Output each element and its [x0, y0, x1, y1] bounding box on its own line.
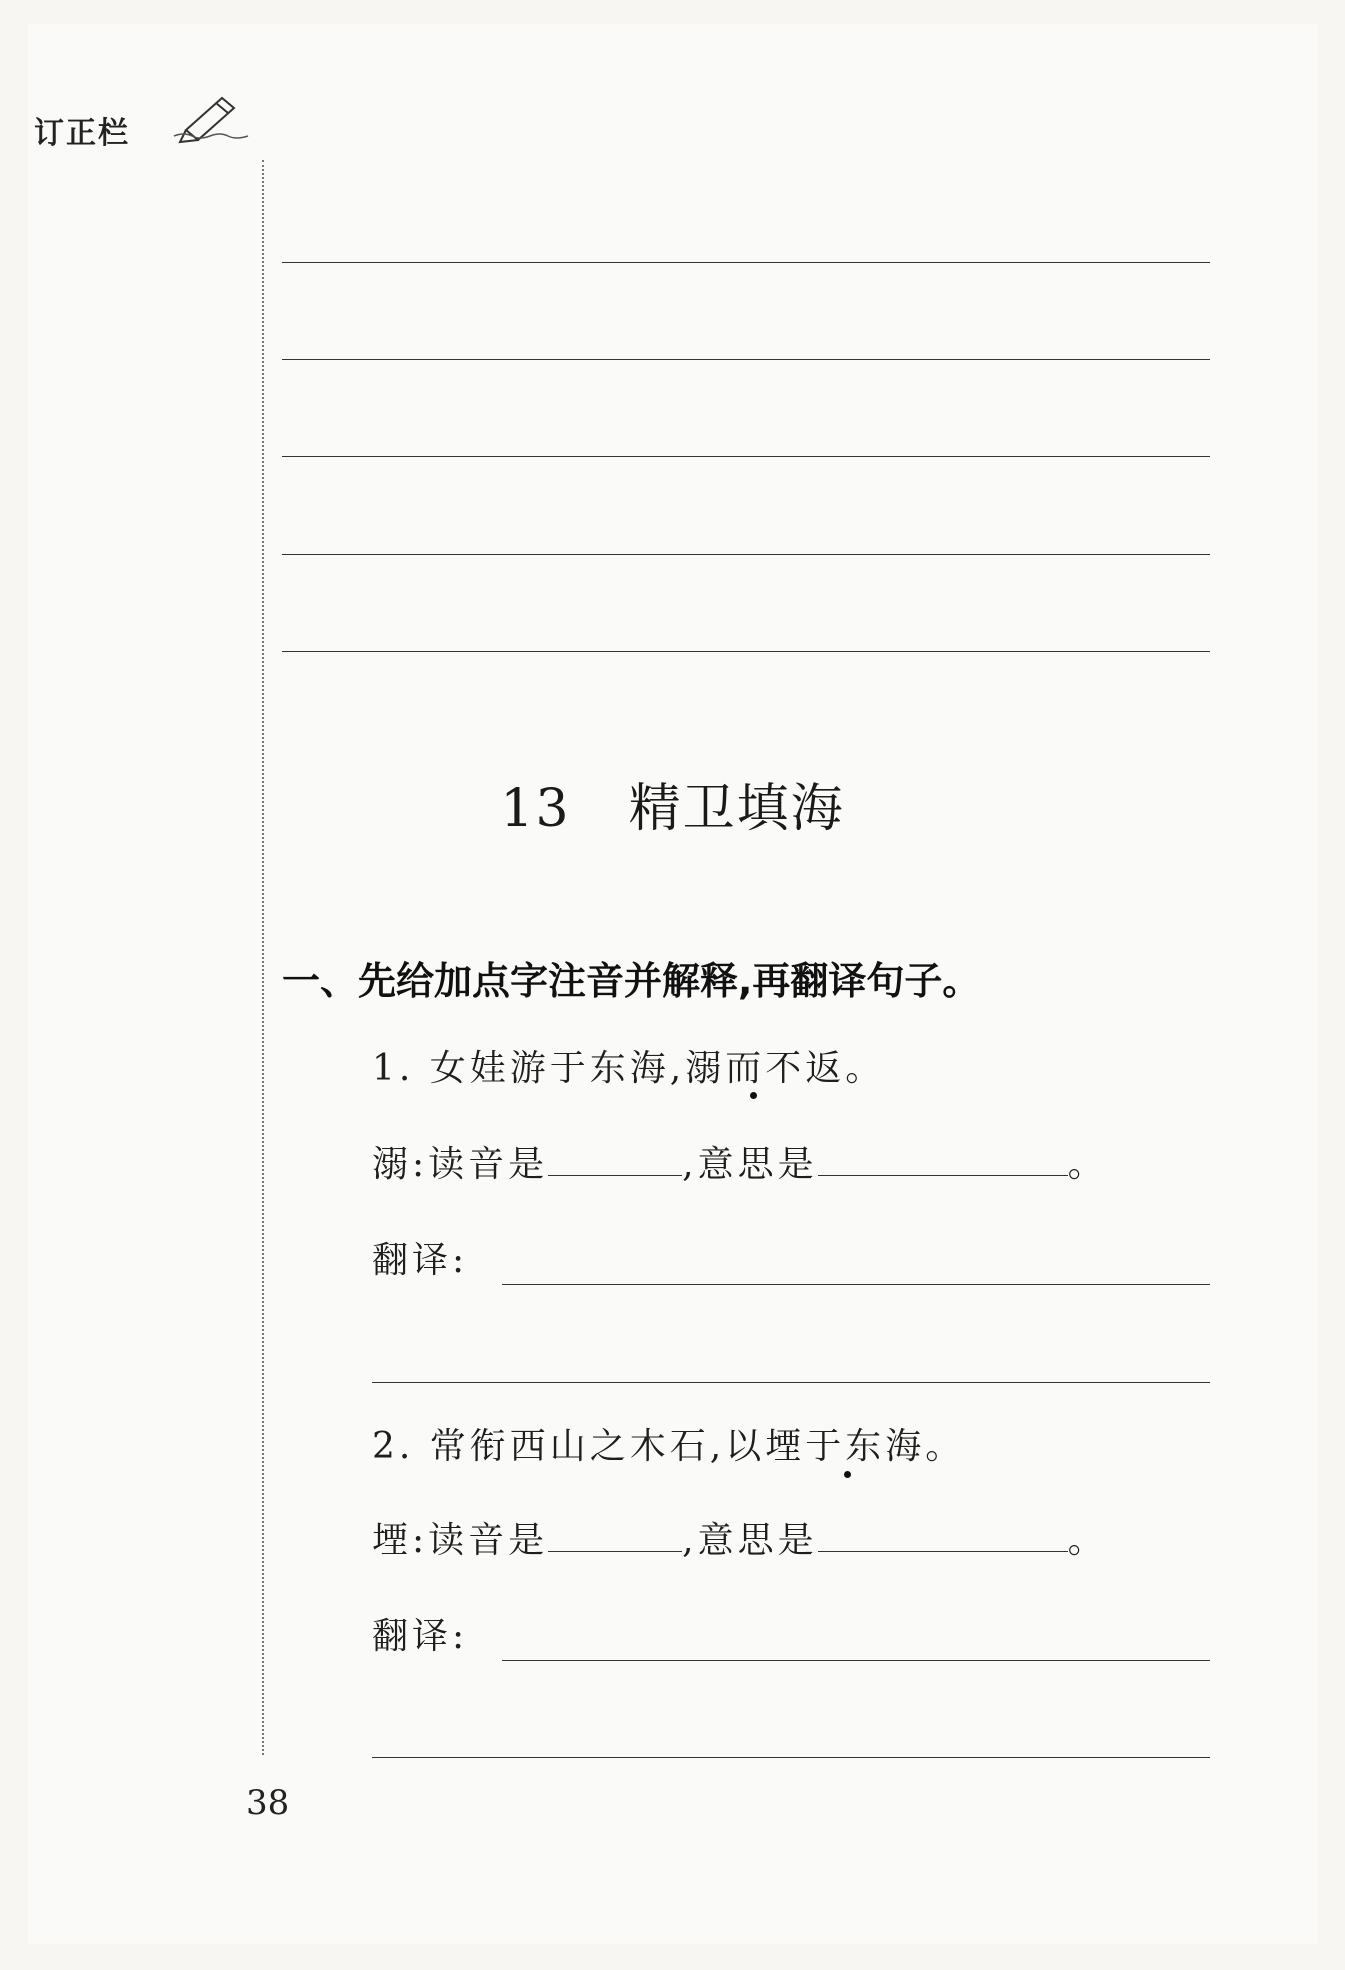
emphasis-dot: [844, 1471, 851, 1478]
question-1-meaning-prompt: ,意思是: [682, 1144, 818, 1185]
section-heading: 一、先给加点字注音并解释,再翻译句子。: [282, 959, 981, 1003]
question-1-translate-line-1[interactable]: [502, 1284, 1210, 1285]
correction-line[interactable]: [282, 262, 1210, 263]
question-1-end-mark: 。: [1067, 1144, 1108, 1185]
margin-divider: [262, 160, 264, 1755]
correction-line[interactable]: [282, 359, 1210, 360]
question-1-translate-line-2[interactable]: [372, 1382, 1210, 1383]
question-1-sentence: 1. 女娃游于东海,溺而不返。: [372, 1048, 886, 1089]
correction-line[interactable]: [282, 456, 1210, 457]
question-2-translate-line-1[interactable]: [502, 1660, 1210, 1661]
question-2-reading-prompt: 堙:读音是: [372, 1520, 549, 1561]
question-2-meaning-prompt: ,意思是: [682, 1520, 818, 1561]
question-1-reading-blank[interactable]: [548, 1145, 682, 1176]
question-2-reading-blank[interactable]: [548, 1521, 682, 1552]
question-1-meaning-blank[interactable]: [818, 1145, 1068, 1176]
correction-line[interactable]: [282, 554, 1210, 555]
pencil-icon: [172, 92, 258, 144]
question-2-sentence: 2. 常衔西山之木石,以堙于东海。: [372, 1426, 966, 1467]
lesson-title: [0, 766, 1345, 841]
page-number: 38: [246, 1783, 290, 1823]
question-1-translate-label: 翻译:: [372, 1240, 469, 1281]
question-2-translate-label: 翻译:: [372, 1616, 469, 1657]
lesson-number: 13: [500, 779, 571, 839]
question-1-reading-prompt: 溺:读音是: [372, 1144, 549, 1185]
question-2-translate-line-2[interactable]: [372, 1757, 1210, 1758]
correction-line[interactable]: [282, 651, 1210, 652]
emphasis-dot: [750, 1092, 757, 1099]
question-2-reading-row: [372, 1512, 1108, 1563]
correction-column-label: 订正栏: [34, 116, 130, 151]
question-2-meaning-blank[interactable]: [818, 1521, 1068, 1552]
question-2-end-mark: 。: [1067, 1520, 1108, 1561]
lesson-name: 精卫填海: [628, 779, 845, 839]
question-1-reading-row: [372, 1136, 1108, 1187]
